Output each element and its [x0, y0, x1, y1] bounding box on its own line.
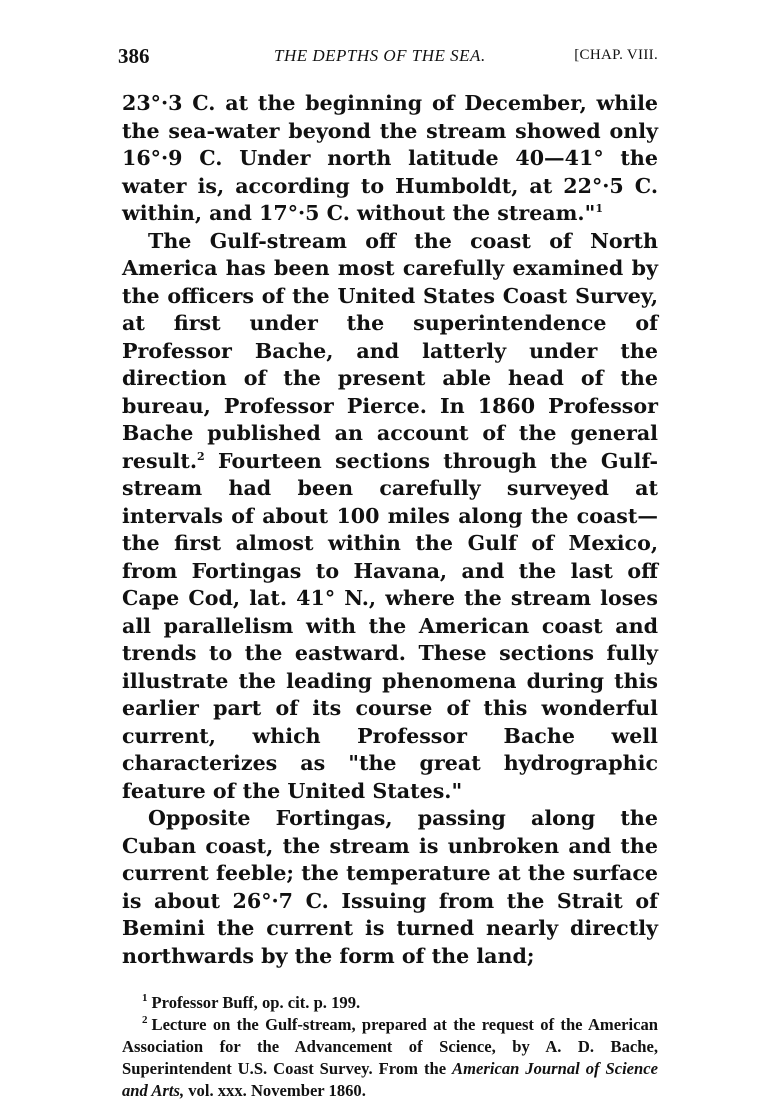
footnote-1-text: Professor Buff, op. cit. p. 199. [151, 993, 361, 1012]
footnotes [122, 992, 658, 1102]
paragraph-2 [122, 228, 658, 806]
footnote-2 [122, 1014, 658, 1102]
paragraph-3-text: Opposite Fortingas, passing along the Cuban coast, the stream is unbroken and the current feeble; the temperature at the surface is about 26°·7 C. Issuing from the Strait of Bemini the current is turned nearly directly northwards by the form of the land; [122, 806, 658, 968]
running-head [118, 44, 658, 72]
footnote-2-mark: 2 [142, 1014, 148, 1027]
page-number: 386 [118, 44, 150, 68]
paragraph-1 [122, 90, 658, 228]
footnote-ref-2: 2 [197, 449, 205, 463]
paragraph-1-text: 23°·3 C. at the beginning of December, while the sea-water beyond the stream showed only 16°·9 C. Under north latitude 40—41° the water is, according to Humboldt, at 22°·5 C. within, and 17°·5 C. without the stream." [122, 91, 658, 225]
paragraph-3 [122, 805, 658, 970]
footnote-ref-1: 1 [595, 202, 603, 216]
running-title: THE DEPTHS OF THE SEA. [274, 46, 486, 65]
paragraph-2-text-a: The Gulf-stream off the coast of North America has been most carefully examined by the officers of the United States Coast Survey, at first under the superintendence of Professor Bache, and latterly under the direction of the present able head of the bureau, Professor Pierce. In 1860 Professor Bache published an account of the general result. [122, 228, 658, 473]
chapter-reference: [CHAP. VIII. [574, 47, 658, 63]
footnote-2-tail: vol. xxx. November 1860. [184, 1081, 366, 1100]
book-page [118, 44, 659, 1102]
footnote-1-mark: 1 [142, 992, 148, 1005]
body-text [122, 90, 658, 970]
footnote-1 [122, 992, 658, 1014]
footnote-2-journal: American Journal of Science and Arts, [122, 1059, 659, 1100]
paragraph-2-text-b: Fourteen sections through the Gulf-stream had been carefully surveyed at intervals of about 100 miles along the coast—the first almost within the Gulf of Mexico, from Fortingas to Havana, and the last off Cape Cod, lat. 41° N., where the stream loses all parallelism with the American coast and trends to the eastward. These sections fully illustrate the leading phenomena during this earlier part of its course of this wonderful current, which Professor Bache well characterizes as "the great hydrographic feature of the United States." [122, 448, 658, 803]
footnote-2-text: Lecture on the Gulf-stream, prepared at the request of the American Association for the Advancement of Science, by A. D. Bache, Superintendent U.S. Coast Survey. From the [122, 1015, 658, 1078]
